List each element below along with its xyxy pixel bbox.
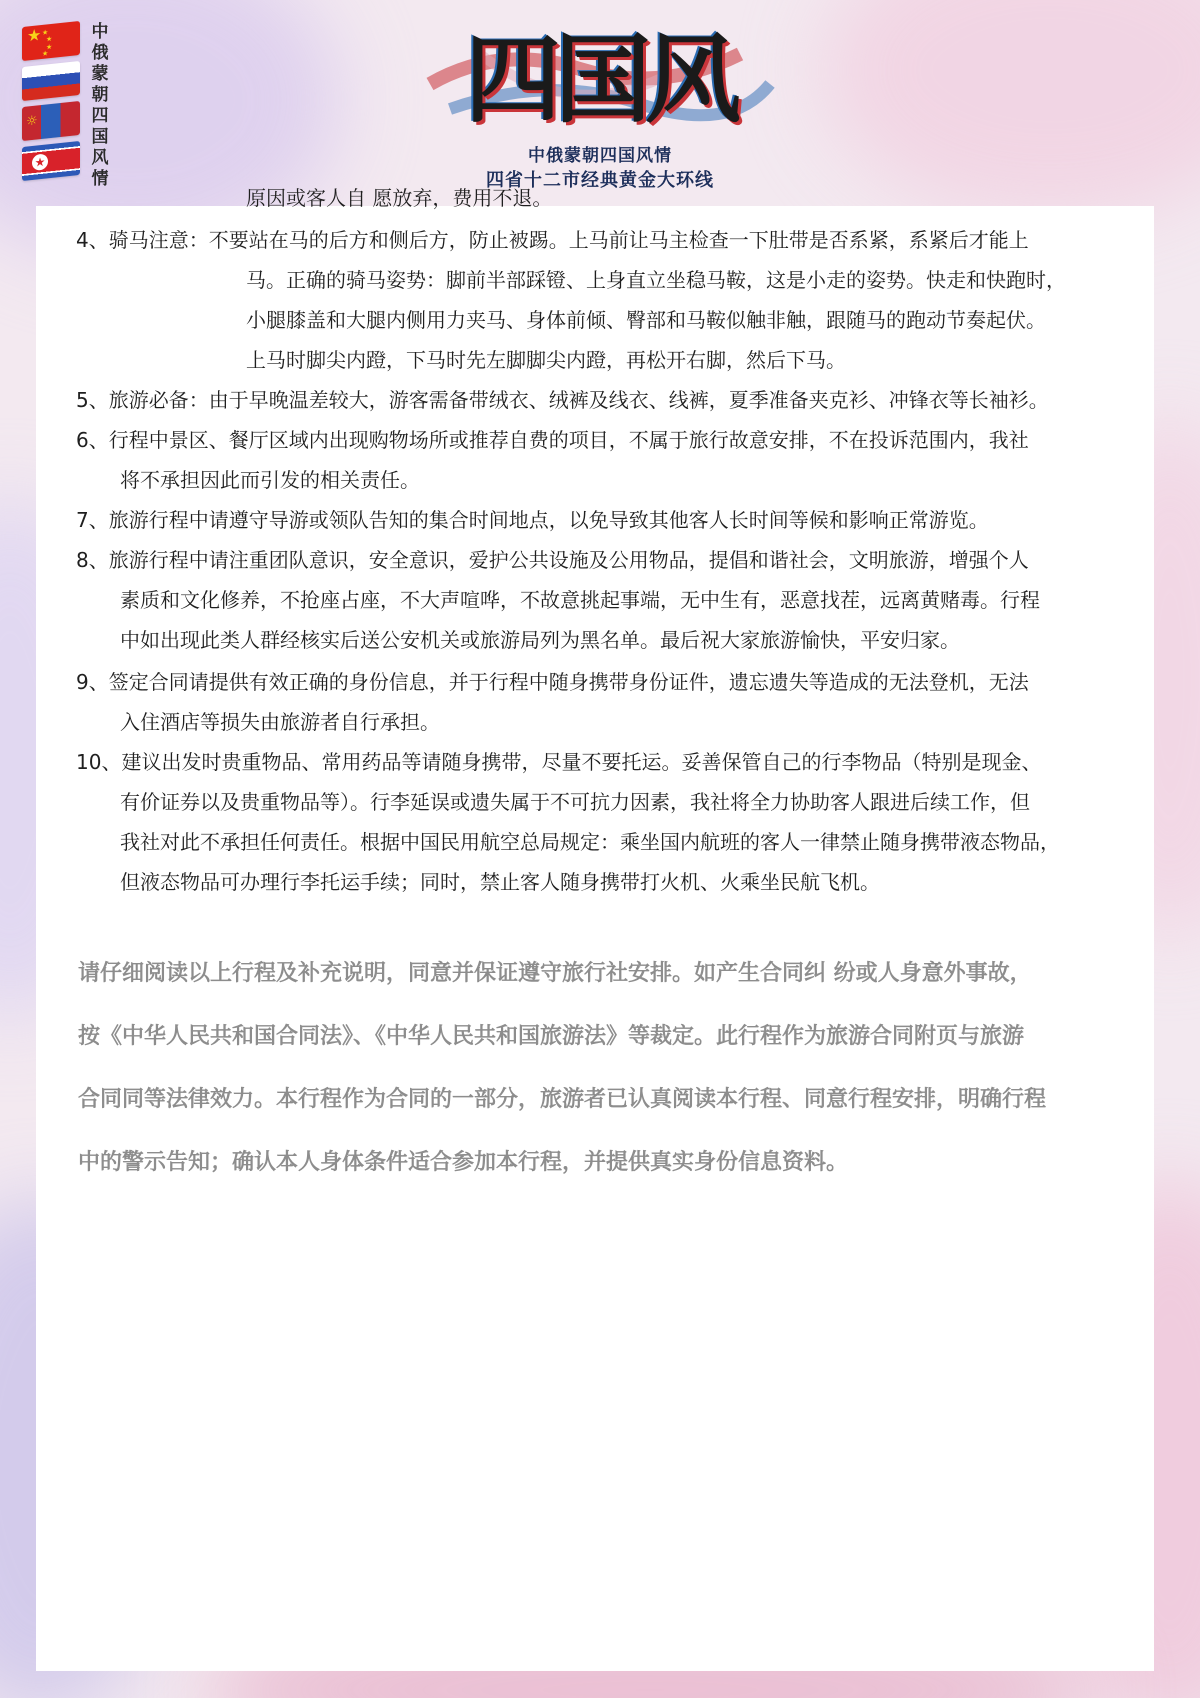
text-line: 上马时脚尖内蹬，下马时先左脚脚尖内蹬，再松开右脚，然后下马。 — [246, 348, 846, 372]
list-item-identity: 9、签定合同请提供有效正确的身份信息，并于行程中随身携带身份证件，遗忘遗失等造成的无法登机，无法 — [76, 670, 1029, 694]
list-item-shopping: 6、行程中景区、餐厅区域内出现购物场所或推荐自费的项目，不属于旅行故意安排，不在投诉范围内，我社 — [76, 428, 1029, 452]
text-line: 中如出现此类人群经核实后送公安机关或旅游局列为黑名单。最后祝大家旅游愉快，平安归家。 — [120, 628, 960, 652]
text-line: 素质和文化修养，不抢座占座，不大声喧哗，不故意挑起事端，无中生有，恶意找茬，远离黄赌毒。行程 — [120, 588, 1040, 612]
contract-notice-line: 按《中华人民共和国合同法》、《中华人民共和国旅游法》等裁定。此行程作为旅游合同附页与旅游 — [78, 1024, 1025, 1049]
contract-notice-line: 请仔细阅读以上行程及补充说明，同意并保证遵守旅行社安排。如产生合同纠 纷或人身意外事故， — [78, 961, 1032, 986]
text-line: 但液态物品可办理行李托运手续；同时，禁止客人随身携带打火机、火乘坐民航飞机。 — [120, 870, 880, 894]
logo-title: 四国风 — [465, 23, 735, 136]
star-icon: ★ — [42, 49, 49, 58]
star-icon: ★ — [42, 28, 49, 37]
vertical-title: 中俄蒙朝四国风情 — [91, 22, 109, 189]
logo-tagline: 四省十二市经典黄金大环线 — [486, 170, 714, 191]
text-line: 入住酒店等损失由旅游者自行承担。 — [120, 710, 440, 734]
star-icon: ★ — [46, 42, 53, 52]
text-line: 小腿膝盖和大腿内侧用力夹马、身体前倾、臀部和马鞍似触非触，跟随马的跑动节奏起伏。 — [246, 308, 1046, 332]
text-line: 原因或客人自 愿放弃，费用不退。 — [246, 186, 553, 210]
logo-subtitle: 中俄蒙朝四国风情 — [528, 146, 672, 166]
soyombo-icon: ☼ — [26, 113, 38, 130]
text-line: 我社对此不承担任何责任。根据中国民用航空总局规定：乘坐国内航班的客人一律禁止随身携带液态物品， — [120, 830, 1060, 854]
contract-notice-line: 合同同等法律效力。本行程作为合同的一部分，旅游者已认真阅读本行程、同意行程安排，明确行程 — [78, 1087, 1047, 1112]
star-icon: ★ — [46, 34, 53, 44]
star-icon: ★ — [27, 25, 42, 46]
contract-notice-line: 中的警示告知；确认本人身体条件适合参加本行程，并提供真实身份信息资料。 — [78, 1150, 849, 1175]
list-item-packing: 5、旅游必备：由于早晚温差较大，游客需备带绒衣、绒裤及线衣、线裤，夏季准备夹克衫、冲锋衣等长袖衫。 — [76, 388, 1049, 412]
text-line: 马。正确的骑马姿势：脚前半部踩镫、上身直立坐稳马鞍，这是小走的姿势。快走和快跑时， — [246, 268, 1066, 292]
text-line: 有价证券以及贵重物品等）。行李延误或遗失属于不可抗力因素，我社将全力协助客人跟进后续工作，但 — [120, 790, 1030, 814]
list-item-riding: 4、骑马注意：不要站在马的后方和侧后方，防止被踢。上马前让马主检查一下肚带是否系紧，系紧后才能上 — [76, 228, 1029, 252]
list-item-luggage: 10、建议出发时贵重物品、常用药品等请随身携带，尽量不要托运。妥善保管自己的行李物品（特别是现金、 — [76, 750, 1042, 774]
list-item-conduct: 8、旅游行程中请注重团队意识，安全意识，爱护公共设施及公用物品，提倡和谐社会，文明旅游，增强个人 — [76, 548, 1029, 572]
text-line: 将不承担因此而引发的相关责任。 — [120, 468, 420, 492]
star-circle-icon: ★ — [32, 153, 48, 171]
list-item-punctuality: 7、旅游行程中请遵守导游或领队告知的集合时间地点，以免导致其他客人长时间等候和影响正常游览。 — [76, 508, 989, 532]
